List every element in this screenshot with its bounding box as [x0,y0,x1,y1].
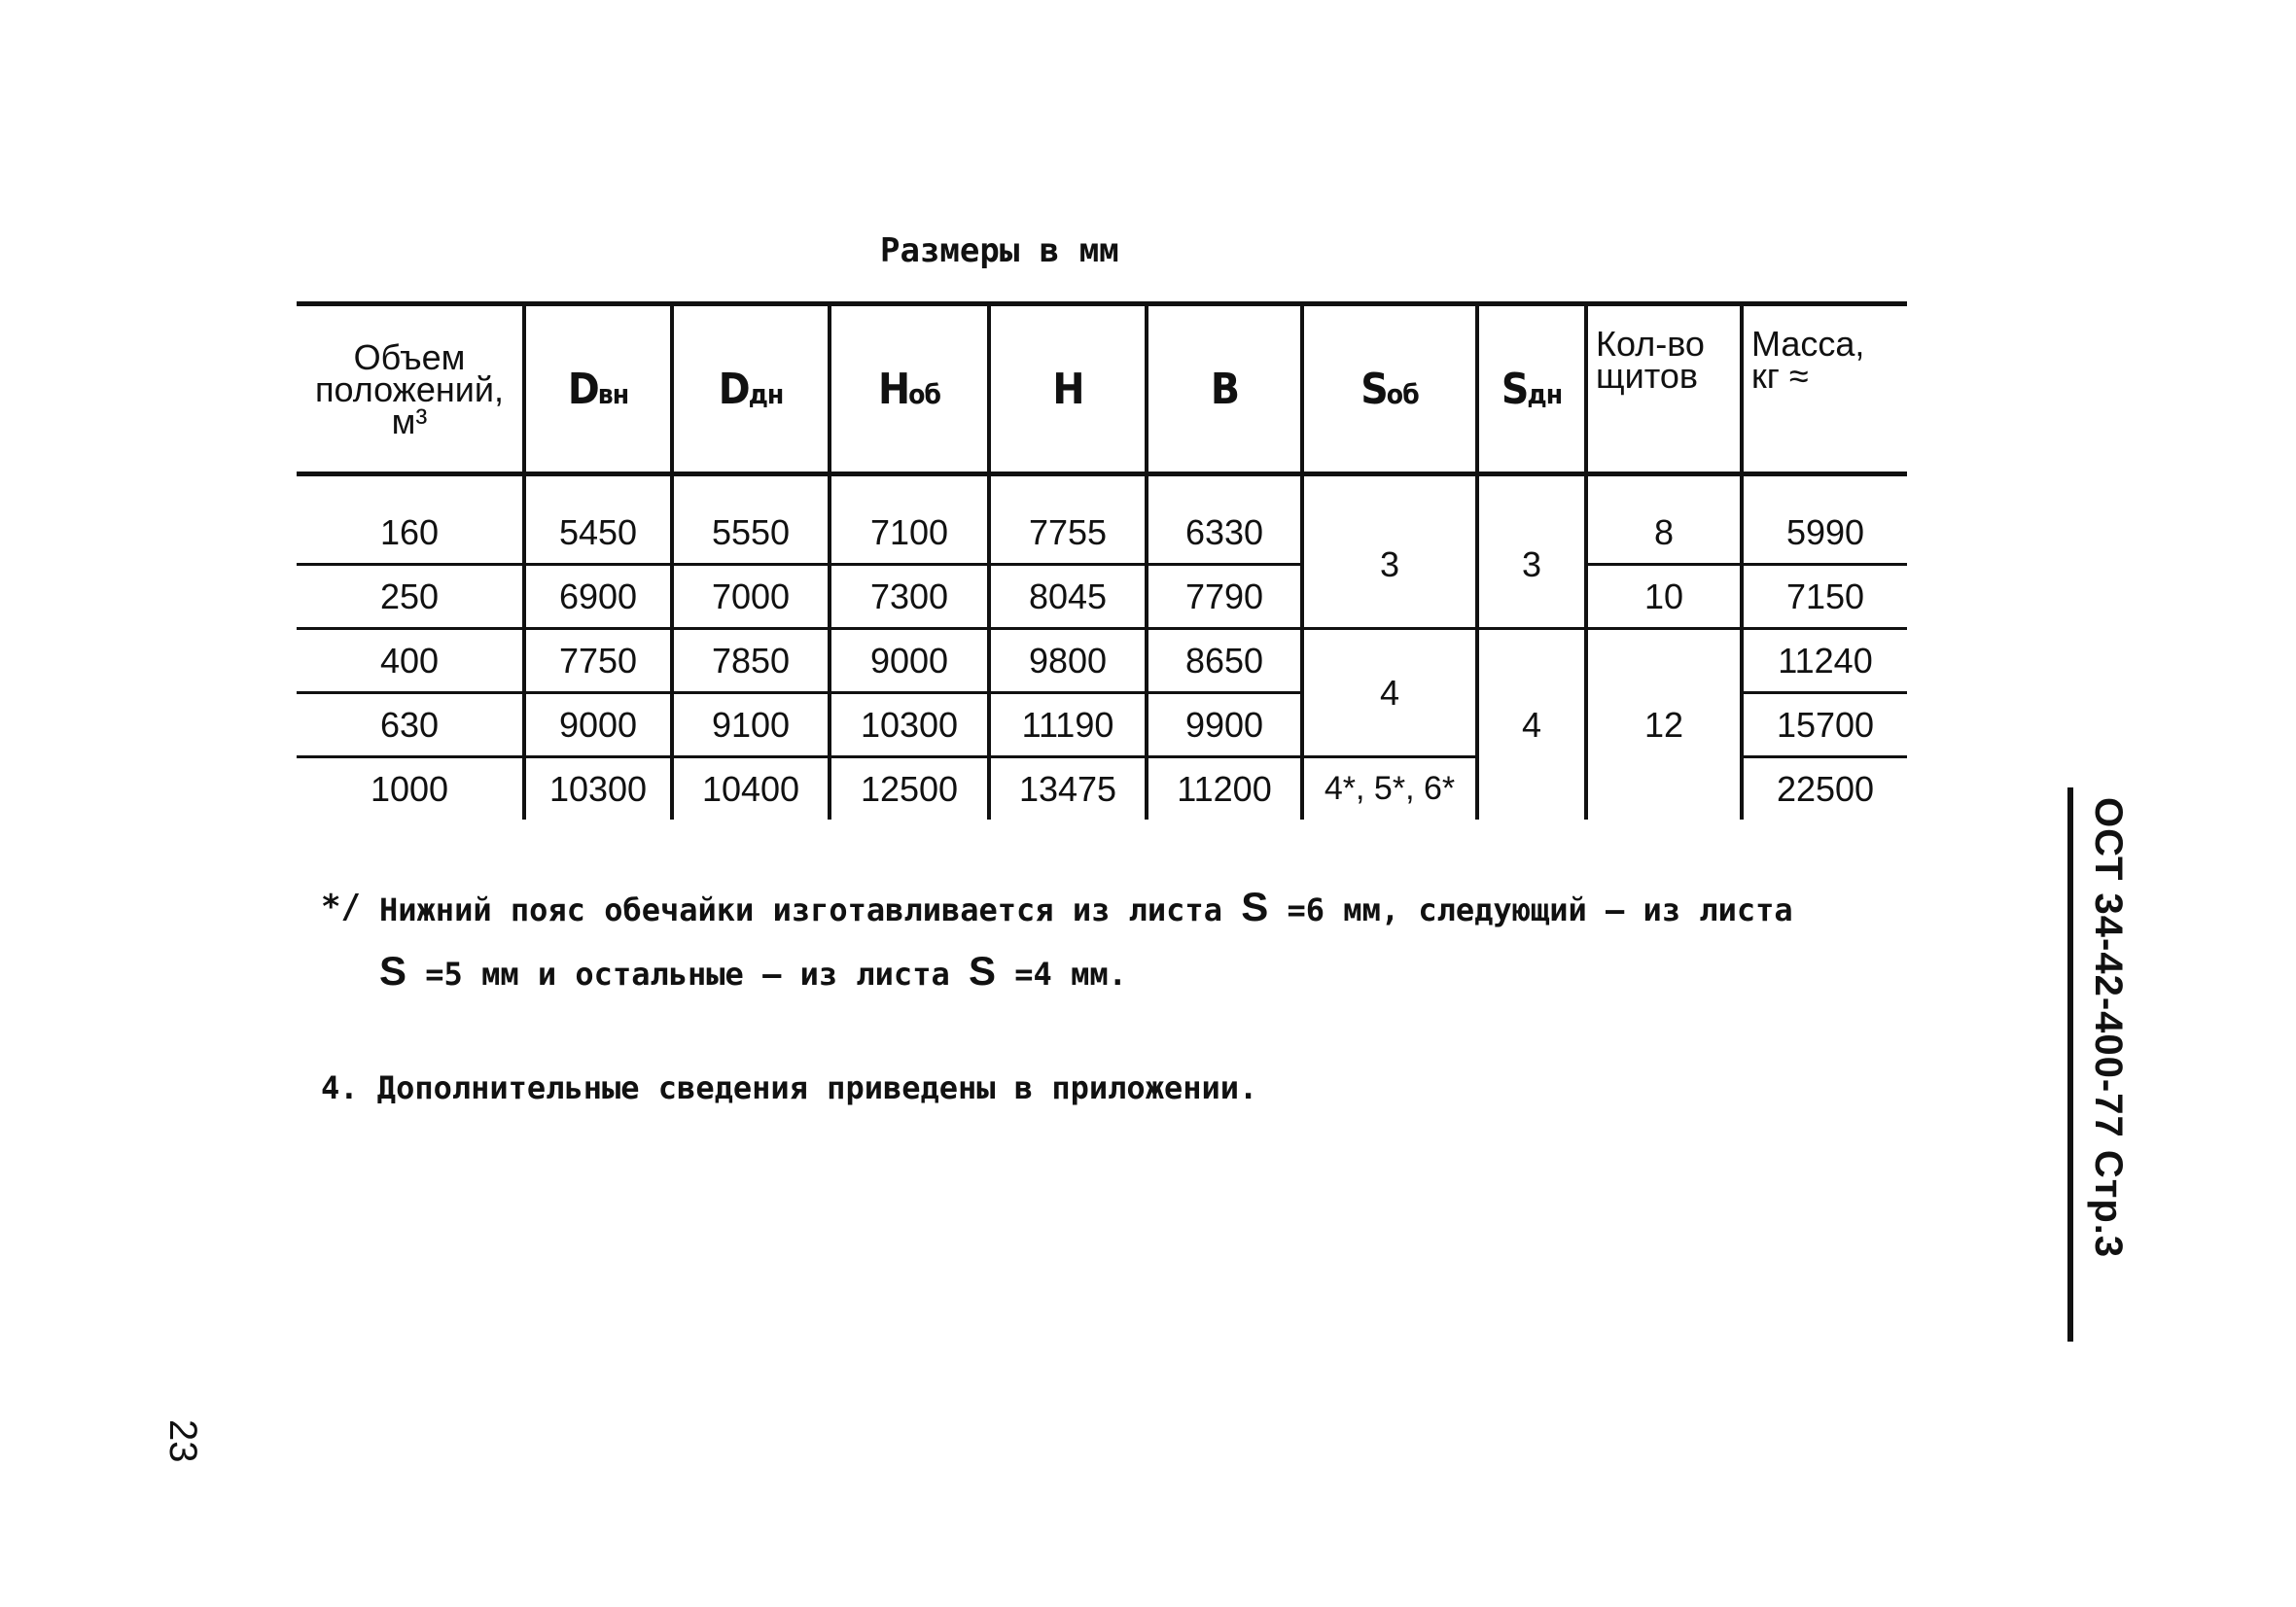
header-h-ob: Hоб [830,304,989,474]
cell-b: 11200 [1147,757,1302,821]
cell-d-vn: 10300 [524,757,672,821]
cell-h: 11190 [989,693,1147,757]
cell-volume: 250 [297,565,524,629]
cell-d-dn: 5550 [672,474,830,565]
header-h: H [989,304,1147,474]
cell-d-dn: 7000 [672,565,830,629]
cell-mass: 7150 [1742,565,1907,629]
cell-s-dn-merged: 4 [1477,629,1586,821]
cell-h: 13475 [989,757,1147,821]
table-header-row [297,304,1907,474]
cell-mass: 22500 [1742,757,1907,821]
side-rule [2067,787,2073,1342]
header-b: B [1147,304,1302,474]
dimensions-table [297,301,1907,820]
header-d-dn: Dдн [672,304,830,474]
header-d-vn: Dвн [524,304,672,474]
table-caption: Размеры в мм [880,231,1119,270]
paragraph-4: 4. Дополнительные сведения приведены в приложении. [321,1069,1258,1106]
cell-d-vn: 6900 [524,565,672,629]
cell-s-ob-merged: 4 [1302,629,1477,757]
cell-h-ob: 9000 [830,629,989,693]
cell-d-vn: 9000 [524,693,672,757]
cell-d-dn: 9100 [672,693,830,757]
cell-volume: 160 [379,511,440,552]
footnote-mark: */ [321,888,361,926]
footnote-line-2: S =5 мм и остальные – из листа S =4 мм. [379,948,1127,994]
cell-d-dn: 10400 [672,757,830,821]
cell-b: 6330 [1147,474,1302,565]
cell-shields: 10 [1586,565,1742,629]
header-mass: Масса, кг ≈ [1742,304,1907,474]
cell-b: 7790 [1147,565,1302,629]
cell-d-dn: 7850 [672,629,830,693]
cell-h-ob: 7300 [830,565,989,629]
cell-h: 9800 [989,629,1147,693]
cell-volume: 1000 [297,757,524,821]
table-row [297,629,1907,693]
cell-s-ob: 4*, 5*, 6* [1302,757,1477,821]
cell-h: 7755 [989,474,1147,565]
page-number: 23 [161,1419,204,1463]
footnote-line-1: Нижний пояс обечайки изготавливается из листа S =6 мм, следующий – из листа [379,884,1793,929]
header-volume: Объем положений, м³ [315,336,504,441]
table-row [297,565,1907,629]
cell-shields: 8 [1586,474,1742,565]
cell-volume: 630 [297,693,524,757]
cell-mass: 11240 [1742,629,1907,693]
cell-b: 8650 [1147,629,1302,693]
cell-mass: 15700 [1742,693,1907,757]
cell-h-ob: 10300 [830,693,989,757]
cell-volume: 400 [297,629,524,693]
document-code: ОСТ 34-42-400-77 Стр.3 [2087,797,2130,1259]
cell-h: 8045 [989,565,1147,629]
cell-h-ob: 7100 [830,474,989,565]
table-row [297,474,1907,565]
cell-mass: 5990 [1742,474,1907,565]
cell-shields-merged: 12 [1586,629,1742,821]
cell-h-ob: 12500 [830,757,989,821]
cell-d-vn: 7750 [524,629,672,693]
header-s-dn: Sдн [1477,304,1586,474]
cell-d-vn: 5450 [524,474,672,565]
cell-s-ob-merged: 3 [1302,474,1477,629]
header-s-ob: Sоб [1302,304,1477,474]
cell-b: 9900 [1147,693,1302,757]
header-shields: Кол-во щитов [1586,304,1742,474]
cell-s-dn-merged: 3 [1477,474,1586,629]
